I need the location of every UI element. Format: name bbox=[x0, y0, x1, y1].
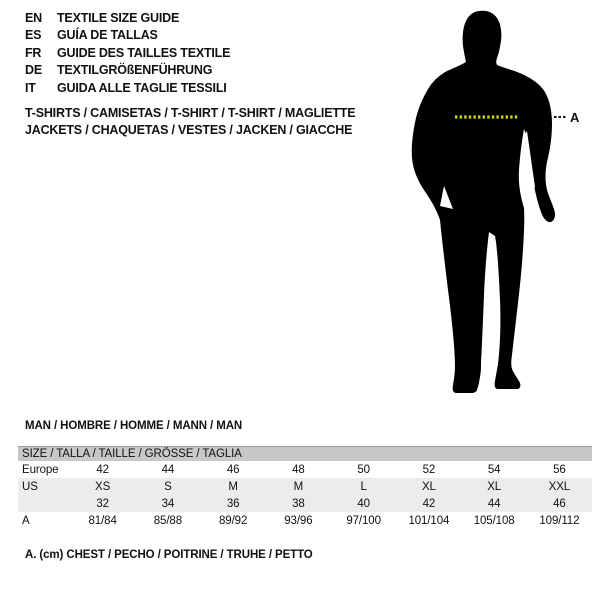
language-row-en bbox=[25, 9, 385, 27]
size-table-cell: XS bbox=[95, 480, 111, 493]
size-table-header-label: SIZE / TALLA / TAILLE / GRÖSSE / TAGLIA bbox=[22, 448, 242, 460]
size-table-cell: XXL bbox=[548, 480, 571, 493]
size-table-cell: 105/108 bbox=[473, 514, 515, 527]
size-table-cell: L bbox=[360, 480, 367, 493]
size-table-cell: 81/84 bbox=[88, 514, 117, 527]
language-title: GUÍA DE TALLAS bbox=[57, 28, 158, 43]
garment-category-line: JACKETS / CHAQUETAS / VESTES / JACKEN / GIACCHE bbox=[25, 123, 353, 138]
size-table-cell: 32 bbox=[96, 497, 109, 510]
size-table-cell: 52 bbox=[422, 463, 436, 476]
size-table-cell: 48 bbox=[292, 463, 305, 476]
size-table-row bbox=[18, 495, 592, 512]
measure-label-a: A bbox=[570, 110, 580, 125]
size-table-cell: 93/96 bbox=[284, 514, 313, 527]
section-title-man: MAN / HOMBRE / HOMME / MANN / MAN bbox=[25, 420, 243, 432]
size-table-cell: 42 bbox=[96, 463, 109, 476]
language-row-de bbox=[25, 62, 385, 80]
size-table-cell: 50 bbox=[357, 463, 370, 476]
size-table-cell: 40 bbox=[357, 497, 370, 510]
size-table-cell: 46 bbox=[553, 497, 566, 510]
language-row-it bbox=[25, 79, 385, 97]
language-title: GUIDE DES TAILLES TEXTILE bbox=[57, 45, 231, 60]
size-table-cell: 46 bbox=[226, 463, 240, 476]
language-code: ES bbox=[25, 28, 42, 43]
size-table bbox=[18, 446, 592, 529]
size-table-cell: 42 bbox=[422, 497, 436, 510]
language-title: GUIDA ALLE TAGLIE TESSILI bbox=[57, 80, 227, 95]
size-table-cell: XL bbox=[421, 480, 436, 493]
size-table-cell: 85/88 bbox=[153, 514, 183, 527]
man-silhouette-body bbox=[412, 11, 555, 393]
size-table-row bbox=[18, 461, 592, 478]
size-table-cell: S bbox=[164, 480, 172, 493]
size-table-row-label: US bbox=[22, 480, 38, 493]
language-code: FR bbox=[25, 45, 42, 60]
language-title: TEXTILGRÖßENFÜHRUNG bbox=[57, 63, 213, 78]
size-table-cell: 54 bbox=[487, 463, 501, 476]
size-table-cell: M bbox=[293, 480, 304, 493]
size-table-row bbox=[18, 478, 592, 495]
size-table-header-row bbox=[18, 446, 592, 461]
language-code: DE bbox=[25, 63, 42, 78]
language-list bbox=[25, 9, 385, 97]
garment-category-line: T-SHIRTS / CAMISETAS / T-SHIRT / T-SHIRT / MAGLIETTE bbox=[25, 105, 356, 120]
size-table-cell: 56 bbox=[553, 463, 566, 476]
language-row-es bbox=[25, 27, 385, 45]
man-silhouette-graphic bbox=[400, 0, 600, 400]
size-table-row-label: A bbox=[22, 514, 30, 527]
size-table-row-label: Europe bbox=[22, 463, 59, 476]
size-table-cell: XL bbox=[487, 480, 502, 493]
size-table-cell: M bbox=[228, 480, 238, 493]
garment-category-list bbox=[25, 104, 425, 139]
language-code: EN bbox=[25, 10, 42, 25]
size-table-cell: 44 bbox=[161, 463, 175, 476]
size-table-body bbox=[18, 461, 592, 529]
size-table-cell: 89/92 bbox=[218, 514, 248, 527]
size-table-cell: 97/100 bbox=[346, 514, 381, 527]
size-table-cell: 44 bbox=[487, 497, 501, 510]
size-table-cell: 101/104 bbox=[408, 514, 450, 527]
language-code: IT bbox=[25, 80, 36, 95]
size-table-cell: 34 bbox=[161, 497, 175, 510]
man-silhouette-figure bbox=[400, 0, 600, 400]
size-table-cell: 109/112 bbox=[539, 514, 580, 527]
size-table-cell: 38 bbox=[292, 497, 305, 510]
size-table-row bbox=[18, 512, 592, 529]
language-title: TEXTILE SIZE GUIDE bbox=[57, 10, 180, 25]
size-table-cell: 36 bbox=[226, 497, 240, 510]
language-row-fr bbox=[25, 44, 385, 62]
measurement-footnote: A. (cm) CHEST / PECHO / POITRINE / TRUHE / PETTO bbox=[25, 549, 313, 561]
